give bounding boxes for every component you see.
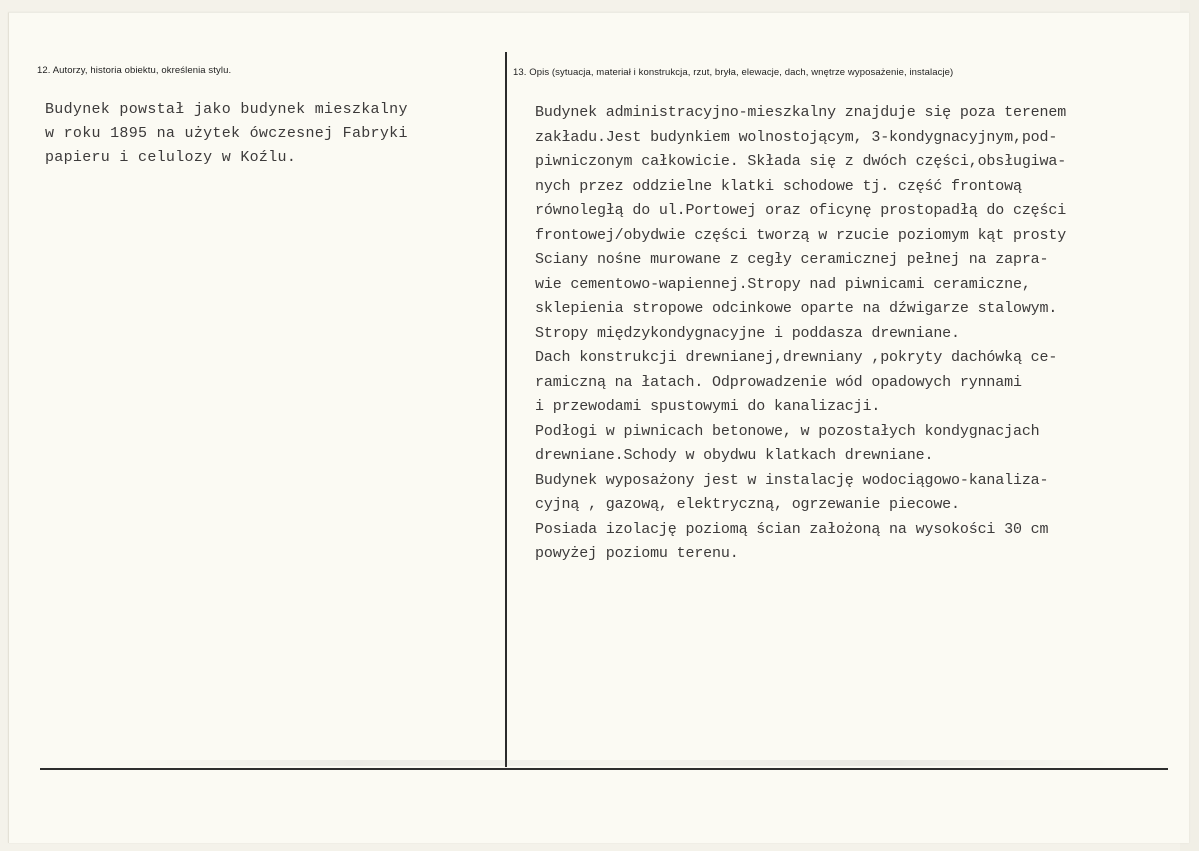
section-13-line: równoległą do ul.Portowej oraz oficynę prostopadłą do części [535, 202, 1067, 219]
section-13-line: zakładu.Jest budynkiem wolnostojącym, 3-kondygnacyjnym,pod- [535, 128, 1058, 146]
section-13-line: cyjną , gazową, elektryczną, ogrzewanie piecowe. [535, 496, 960, 513]
section-13-line: sklepienia stropowe odcinkowe oparte na dźwigarze stalowym. [535, 300, 1058, 317]
section-13-line: wie cementowo-wapiennej.Stropy nad piwnicami ceramiczne, [535, 275, 1031, 293]
section-12-line: Budynek powstał jako budynek mieszkalny [45, 101, 408, 118]
section-12-line: w roku 1895 na użytek ówczesnej Fabryki [45, 125, 408, 142]
section-13-line: drewniane.Schody w obydwu klatkach drewniane. [535, 447, 934, 464]
section-13-heading: 13. Opis (sytuacja, materiał i konstrukcja, rzut, bryła, elewacje, dach, wnętrze wyposażenie, instalacje) [513, 67, 954, 78]
column-divider [505, 52, 507, 767]
section-13-line: Sciany nośne murowane z cegły ceramicznej pełnej na zapra- [535, 251, 1049, 268]
section-13-text [535, 101, 1066, 567]
section-13-line: ramiczną na łatach. Odprowadzenie wód opadowych rynnami [535, 373, 1022, 391]
section-13-line: powyżej poziomu terenu. [535, 545, 739, 562]
section-12-line: papieru i celulozy w Koźlu. [45, 149, 297, 166]
section-13-line: nych przez oddzielne klatki schodowe tj. część frontową [535, 177, 1022, 195]
section-12-heading: 12. Autorzy, historia obiektu, określenia stylu. [37, 65, 232, 76]
section-13-line: frontowej/obydwie części tworzą w rzucie poziomym kąt prosty [535, 226, 1067, 244]
section-13-line: Budynek administracyjno-mieszkalny znajduje się poza terenem [535, 104, 1067, 121]
section-13-line: Podłogi w piwnicach betonowe, w pozostałych kondygnacjach [535, 422, 1040, 440]
section-13-line: Stropy międzykondygnacyjne i poddasza drewniane. [535, 324, 960, 342]
section-12-text [45, 98, 408, 170]
bottom-rule [40, 768, 1168, 770]
section-13-line: i przewodami spustowymi do kanalizacji. [535, 398, 881, 415]
section-13-line: Budynek wyposażony jest w instalację wodociągowo-kanaliza- [535, 471, 1049, 489]
section-13-line: Posiada izolację poziomą ścian założoną na wysokości 30 cm [535, 520, 1049, 538]
section-13-line: Dach konstrukcji drewnianej,drewniany ,pokryty dachówką ce- [535, 349, 1058, 366]
section-13-line: piwniczonym całkowicie. Składa się z dwóch części,obsługiwa- [535, 153, 1067, 170]
show-through-smudge [90, 760, 1140, 766]
